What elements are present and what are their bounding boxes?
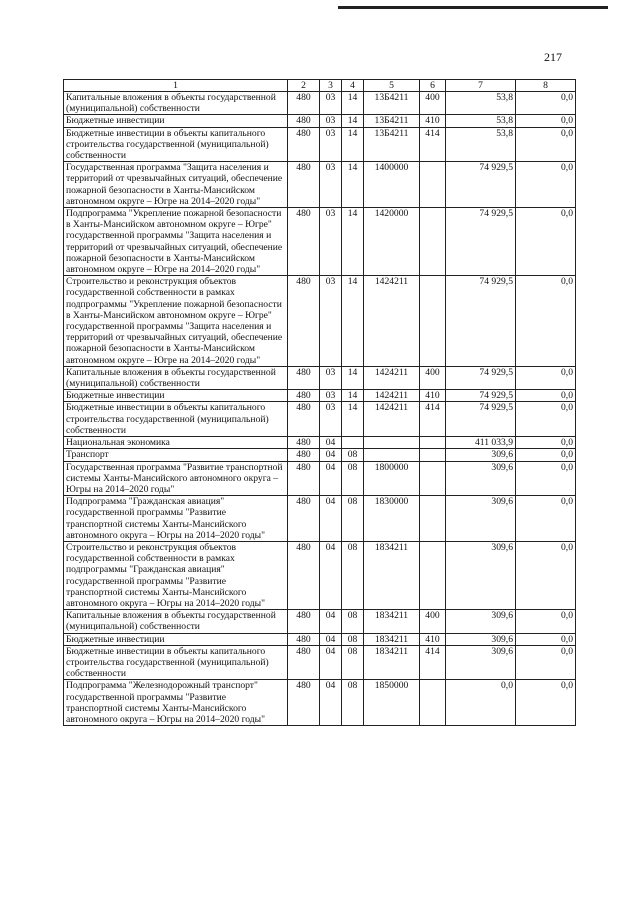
row-section: 03 bbox=[320, 92, 342, 115]
row-expense-type bbox=[420, 541, 446, 609]
row-expense-type: 410 bbox=[420, 633, 446, 645]
row-target-item: 1424211 bbox=[364, 390, 420, 402]
row-amount-2: 0,0 bbox=[516, 92, 576, 115]
row-target-item: 1834211 bbox=[364, 541, 420, 609]
row-expense-type: 410 bbox=[420, 115, 446, 127]
row-amount-2: 0,0 bbox=[516, 115, 576, 127]
table-row bbox=[64, 208, 576, 276]
row-amount-2: 0,0 bbox=[516, 449, 576, 461]
row-amount-2: 0,0 bbox=[516, 680, 576, 726]
row-amount-2: 0,0 bbox=[516, 645, 576, 680]
row-subsection: 14 bbox=[342, 276, 364, 367]
header-cell: 6 bbox=[420, 80, 446, 92]
table-row bbox=[64, 402, 576, 437]
row-amount: 309,6 bbox=[446, 610, 516, 633]
row-admin-code: 480 bbox=[288, 449, 320, 461]
table-row bbox=[64, 276, 576, 367]
row-section: 04 bbox=[320, 645, 342, 680]
row-admin-code: 480 bbox=[288, 276, 320, 367]
row-amount-2: 0,0 bbox=[516, 461, 576, 496]
row-admin-code: 480 bbox=[288, 366, 320, 389]
header-cell: 4 bbox=[342, 80, 364, 92]
table-row bbox=[64, 437, 576, 449]
row-section: 04 bbox=[320, 633, 342, 645]
row-subsection: 08 bbox=[342, 461, 364, 496]
row-section: 04 bbox=[320, 541, 342, 609]
row-amount: 309,6 bbox=[446, 541, 516, 609]
row-amount-2: 0,0 bbox=[516, 496, 576, 542]
row-expense-type: 414 bbox=[420, 127, 446, 162]
row-name: Строительство и реконструкция объектов государственной собственности в рамках подпрограммы "Укрепление пожарной безопасности в Ханты-Мансийском автономном округе – Югре" государственной программы "Защита населения и территорий от чрезвычайных ситуаций, обеспечение пожарной безопасности в Ханты-Мансийском автономном округе – Югре на 2014–2020 годы" bbox=[64, 276, 288, 367]
table-row bbox=[64, 645, 576, 680]
row-expense-type bbox=[420, 276, 446, 367]
table-row bbox=[64, 449, 576, 461]
table-row bbox=[64, 633, 576, 645]
row-name: Строительство и реконструкция объектов государственной собственности в рамках подпрограммы "Гражданская авиация" государственной программы "Развитие транспортной системы Ханты-Мансийского автономного округа – Югры на 2014–2020 годы" bbox=[64, 541, 288, 609]
row-target-item: 13Б4211 bbox=[364, 92, 420, 115]
page-number: 217 bbox=[544, 50, 562, 64]
row-name: Бюджетные инвестиции в объекты капитального строительства государственной (муниципальной) собственности bbox=[64, 127, 288, 162]
row-amount: 309,6 bbox=[446, 461, 516, 496]
row-admin-code: 480 bbox=[288, 633, 320, 645]
header-cell: 8 bbox=[516, 80, 576, 92]
row-amount-2: 0,0 bbox=[516, 633, 576, 645]
row-section: 03 bbox=[320, 402, 342, 437]
row-name: Бюджетные инвестиции bbox=[64, 633, 288, 645]
row-section: 03 bbox=[320, 115, 342, 127]
row-admin-code: 480 bbox=[288, 437, 320, 449]
row-amount: 309,6 bbox=[446, 645, 516, 680]
row-section: 04 bbox=[320, 610, 342, 633]
table-header-row bbox=[64, 80, 576, 92]
row-name: Капитальные вложения в объекты государственной (муниципальной) собственности bbox=[64, 366, 288, 389]
row-section: 03 bbox=[320, 276, 342, 367]
row-target-item: 1834211 bbox=[364, 633, 420, 645]
row-name: Подпрограмма "Гражданская авиация" государственной программы "Развитие транспортной системы Ханты-Мансийского автономного округа – Югры на 2014–2020 годы" bbox=[64, 496, 288, 542]
row-amount: 74 929,5 bbox=[446, 402, 516, 437]
row-section: 04 bbox=[320, 449, 342, 461]
row-target-item: 1800000 bbox=[364, 461, 420, 496]
table-row bbox=[64, 127, 576, 162]
row-admin-code: 480 bbox=[288, 390, 320, 402]
row-amount-2: 0,0 bbox=[516, 610, 576, 633]
row-admin-code: 480 bbox=[288, 645, 320, 680]
row-target-item: 13Б4211 bbox=[364, 127, 420, 162]
row-amount-2: 0,0 bbox=[516, 541, 576, 609]
row-name: Бюджетные инвестиции bbox=[64, 390, 288, 402]
row-target-item: 1420000 bbox=[364, 208, 420, 276]
row-amount: 74 929,5 bbox=[446, 162, 516, 208]
table-row bbox=[64, 610, 576, 633]
row-name: Бюджетные инвестиции в объекты капитального строительства государственной (муниципальной) собственности bbox=[64, 402, 288, 437]
row-name: Подпрограмма "Железнодорожный транспорт" государственной программы "Развитие транспортной системы Ханты-Мансийского автономного округа – Югры на 2014–2020 годы" bbox=[64, 680, 288, 726]
row-subsection: 08 bbox=[342, 680, 364, 726]
row-subsection: 08 bbox=[342, 449, 364, 461]
table-row bbox=[64, 92, 576, 115]
row-amount-2: 0,0 bbox=[516, 127, 576, 162]
row-target-item: 13Б4211 bbox=[364, 115, 420, 127]
row-section: 03 bbox=[320, 390, 342, 402]
row-admin-code: 480 bbox=[288, 127, 320, 162]
row-amount: 411 033,9 bbox=[446, 437, 516, 449]
row-subsection: 14 bbox=[342, 115, 364, 127]
row-section: 03 bbox=[320, 366, 342, 389]
budget-table bbox=[63, 79, 576, 726]
row-expense-type: 400 bbox=[420, 610, 446, 633]
row-target-item: 1424211 bbox=[364, 402, 420, 437]
header-cell: 5 bbox=[364, 80, 420, 92]
row-expense-type: 400 bbox=[420, 366, 446, 389]
row-amount-2: 0,0 bbox=[516, 437, 576, 449]
row-section: 03 bbox=[320, 208, 342, 276]
row-subsection: 14 bbox=[342, 390, 364, 402]
table-row bbox=[64, 461, 576, 496]
row-amount-2: 0,0 bbox=[516, 366, 576, 389]
row-subsection: 14 bbox=[342, 366, 364, 389]
row-target-item bbox=[364, 437, 420, 449]
row-section: 04 bbox=[320, 680, 342, 726]
row-target-item: 1834211 bbox=[364, 645, 420, 680]
row-amount: 53,8 bbox=[446, 127, 516, 162]
row-amount-2: 0,0 bbox=[516, 276, 576, 367]
row-amount: 0,0 bbox=[446, 680, 516, 726]
row-amount: 74 929,5 bbox=[446, 390, 516, 402]
row-target-item bbox=[364, 449, 420, 461]
row-subsection: 14 bbox=[342, 92, 364, 115]
row-name: Капитальные вложения в объекты государственной (муниципальной) собственности bbox=[64, 92, 288, 115]
row-name: Государственная программа "Развитие транспортной системы Ханты-Мансийского автономного округа – Югры на 2014–2020 годы" bbox=[64, 461, 288, 496]
row-target-item: 1850000 bbox=[364, 680, 420, 726]
header-cell: 2 bbox=[288, 80, 320, 92]
row-subsection: 14 bbox=[342, 162, 364, 208]
row-expense-type bbox=[420, 496, 446, 542]
top-rule bbox=[338, 6, 608, 9]
row-target-item: 1834211 bbox=[364, 610, 420, 633]
row-subsection: 08 bbox=[342, 633, 364, 645]
row-name: Транспорт bbox=[64, 449, 288, 461]
row-subsection: 14 bbox=[342, 402, 364, 437]
row-expense-type: 410 bbox=[420, 390, 446, 402]
table-row bbox=[64, 541, 576, 609]
row-amount: 309,6 bbox=[446, 496, 516, 542]
row-name: Государственная программа "Защита населения и территорий от чрезвычайных ситуаций, обеспечение пожарной безопасности в Ханты-Мансийском автономном округе – Югре на 2014–2020 годы" bbox=[64, 162, 288, 208]
row-amount-2: 0,0 bbox=[516, 162, 576, 208]
row-amount: 74 929,5 bbox=[446, 366, 516, 389]
row-admin-code: 480 bbox=[288, 208, 320, 276]
header-cell: 7 bbox=[446, 80, 516, 92]
row-admin-code: 480 bbox=[288, 461, 320, 496]
row-amount: 309,6 bbox=[446, 449, 516, 461]
row-section: 04 bbox=[320, 461, 342, 496]
table-row bbox=[64, 496, 576, 542]
row-subsection: 14 bbox=[342, 208, 364, 276]
row-admin-code: 480 bbox=[288, 402, 320, 437]
row-admin-code: 480 bbox=[288, 115, 320, 127]
row-admin-code: 480 bbox=[288, 680, 320, 726]
row-name: Бюджетные инвестиции в объекты капитального строительства государственной (муниципальной) собственности bbox=[64, 645, 288, 680]
row-amount: 74 929,5 bbox=[446, 276, 516, 367]
row-admin-code: 480 bbox=[288, 496, 320, 542]
row-target-item: 1400000 bbox=[364, 162, 420, 208]
table-row bbox=[64, 390, 576, 402]
row-target-item: 1830000 bbox=[364, 496, 420, 542]
row-amount: 309,6 bbox=[446, 633, 516, 645]
row-subsection: 08 bbox=[342, 610, 364, 633]
row-admin-code: 480 bbox=[288, 610, 320, 633]
row-target-item: 1424211 bbox=[364, 276, 420, 367]
row-amount-2: 0,0 bbox=[516, 402, 576, 437]
row-amount: 53,8 bbox=[446, 115, 516, 127]
row-expense-type bbox=[420, 437, 446, 449]
row-amount: 74 929,5 bbox=[446, 208, 516, 276]
table-row bbox=[64, 115, 576, 127]
row-expense-type: 414 bbox=[420, 402, 446, 437]
row-expense-type: 400 bbox=[420, 92, 446, 115]
row-section: 03 bbox=[320, 127, 342, 162]
row-name: Подпрограмма "Укрепление пожарной безопасности в Ханты-Мансийском автономном округе – Югре" государственной программы "Защита населения и территорий от чрезвычайных ситуаций, обеспечение пожарной безопасности в Ханты-Мансийском автономном округе – Югре на 2014–2020 годы" bbox=[64, 208, 288, 276]
row-target-item: 1424211 bbox=[364, 366, 420, 389]
row-admin-code: 480 bbox=[288, 92, 320, 115]
row-admin-code: 480 bbox=[288, 162, 320, 208]
row-expense-type bbox=[420, 162, 446, 208]
row-expense-type bbox=[420, 208, 446, 276]
row-admin-code: 480 bbox=[288, 541, 320, 609]
row-subsection bbox=[342, 437, 364, 449]
row-section: 03 bbox=[320, 162, 342, 208]
row-name: Бюджетные инвестиции bbox=[64, 115, 288, 127]
row-expense-type bbox=[420, 449, 446, 461]
row-subsection: 08 bbox=[342, 645, 364, 680]
row-expense-type: 414 bbox=[420, 645, 446, 680]
row-subsection: 08 bbox=[342, 496, 364, 542]
table-row bbox=[64, 366, 576, 389]
row-name: Капитальные вложения в объекты государственной (муниципальной) собственности bbox=[64, 610, 288, 633]
row-section: 04 bbox=[320, 496, 342, 542]
row-amount-2: 0,0 bbox=[516, 208, 576, 276]
header-cell: 1 bbox=[64, 80, 288, 92]
row-name: Национальная экономика bbox=[64, 437, 288, 449]
row-subsection: 14 bbox=[342, 127, 364, 162]
row-expense-type bbox=[420, 680, 446, 726]
table-row bbox=[64, 162, 576, 208]
row-subsection: 08 bbox=[342, 541, 364, 609]
row-amount-2: 0,0 bbox=[516, 390, 576, 402]
header-cell: 3 bbox=[320, 80, 342, 92]
table-row bbox=[64, 680, 576, 726]
row-amount: 53,8 bbox=[446, 92, 516, 115]
row-expense-type bbox=[420, 461, 446, 496]
row-section: 04 bbox=[320, 437, 342, 449]
